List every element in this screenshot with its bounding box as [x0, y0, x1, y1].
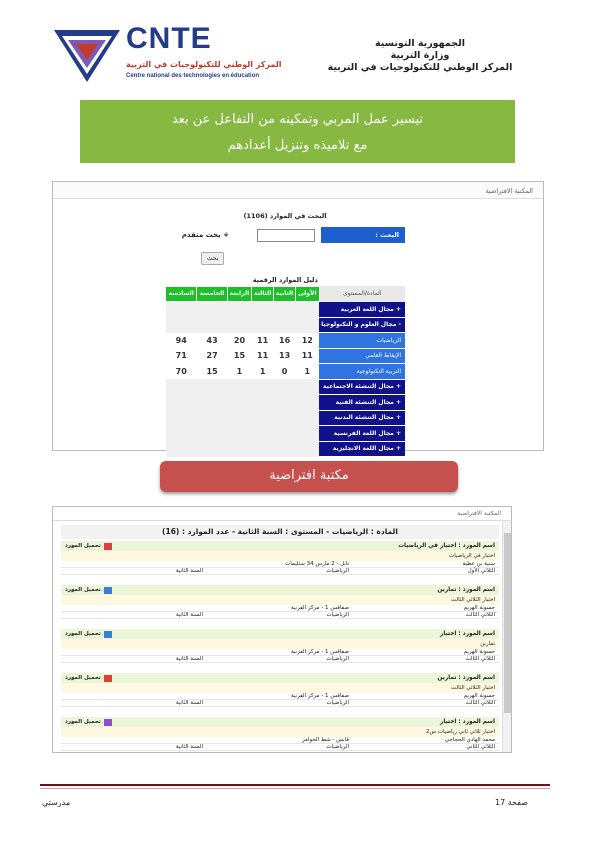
level-header[interactable]: الرابعة — [227, 286, 251, 302]
scrollbar[interactable] — [502, 521, 511, 753]
search-title: البحث في الموارد (1106) — [243, 212, 327, 220]
domain-row-label[interactable]: + مجال التنشئة الاجتماعية — [319, 379, 405, 395]
domain-row-label[interactable]: + مجال التنشئة الفنية — [319, 395, 405, 411]
header-line-center: المركز الوطني للتكنولوجيات في التربية — [327, 62, 513, 73]
level-header[interactable]: الأولى — [296, 286, 319, 302]
empty-cell — [227, 302, 251, 318]
resource-author: حسونة الهريم — [463, 649, 495, 655]
empty-cell — [274, 379, 296, 395]
empty-cell — [166, 410, 197, 426]
file-icon — [104, 543, 112, 550]
level-header[interactable]: الثانية — [274, 286, 296, 302]
file-icon — [104, 631, 112, 638]
empty-cell — [252, 379, 274, 395]
resource-record — [61, 717, 499, 751]
resource-count[interactable]: 0 — [281, 366, 288, 376]
resource-name: اسم المورد : اختبار — [439, 631, 495, 637]
resource-count[interactable]: 71 — [175, 351, 187, 361]
resource-extra — [61, 693, 207, 699]
empty-cell — [197, 395, 227, 411]
resource-extra — [61, 561, 207, 567]
resource-subject: الرياضيات — [326, 744, 349, 750]
resource-count[interactable]: 15 — [233, 351, 246, 361]
resource-record — [61, 541, 499, 575]
file-icon — [104, 587, 112, 594]
resource-term: الثلاثي الأول — [467, 568, 495, 574]
resource-name: اسم المورد : اختبار في الرياضيات — [398, 543, 495, 549]
resource-count[interactable]: 94 — [175, 335, 187, 345]
empty-cell — [296, 410, 319, 426]
results-panel-title: المكتبة الافتراضية — [53, 507, 511, 521]
resource-count[interactable]: 43 — [206, 335, 218, 345]
empty-cell — [197, 410, 227, 426]
resource-count[interactable]: 70 — [175, 366, 187, 376]
subject-row-label[interactable]: التربية التكنولوجية — [319, 364, 405, 380]
empty-cell — [274, 410, 296, 426]
resource-author: محمد الهادي الحجاجي — [444, 737, 495, 743]
resource-name: اسم المورد : اختبار — [439, 719, 495, 725]
empty-cell — [197, 426, 227, 442]
search-button[interactable]: بحث — [201, 252, 224, 265]
resource-record — [61, 585, 499, 619]
subject-level-header: المادة/المستوى — [319, 286, 405, 302]
level-header[interactable]: الخامسة — [197, 286, 227, 302]
feature-banner — [80, 100, 515, 163]
resource-description: اختبار الثلاثي الثالث — [61, 595, 499, 605]
resource-count[interactable]: 11 — [301, 351, 313, 361]
resource-term: الثلاثي الثاني — [466, 744, 495, 750]
page-number: صفحة 17 — [495, 798, 529, 807]
file-icon — [104, 675, 112, 682]
panel-title: المكتبة الافتراضية — [53, 182, 543, 199]
resource-description: اختبار في الرياضيات — [61, 551, 499, 561]
banner-line-1: تيسير عمل المربي وتمكينه من التفاعل عن بعد — [171, 112, 424, 127]
logo-arabic-text: المركز الوطني للتكنولوجيات في التربية — [126, 60, 282, 69]
resource-school: صفاقس 1 - مركز الفرنية — [290, 649, 349, 655]
empty-cell — [227, 410, 251, 426]
empty-cell — [274, 317, 296, 333]
download-link[interactable] — [65, 631, 112, 638]
empty-cell — [227, 441, 251, 457]
virtual-library-button[interactable]: مكتبة افتراضية — [160, 461, 458, 492]
logo-emblem-icon — [52, 26, 122, 84]
empty-cell — [166, 441, 197, 457]
logo-word: CNTE — [126, 22, 212, 55]
resource-extra — [61, 649, 207, 655]
resource-description: اختبار ثلاثي ثاني رياضيات س2 — [61, 727, 499, 737]
guide-title: دليل الموارد الرقمية — [252, 275, 318, 284]
scrollbar-thumb[interactable] — [504, 533, 511, 713]
resource-level: السنة الثانية — [175, 744, 203, 750]
empty-cell — [227, 426, 251, 442]
empty-cell — [296, 395, 319, 411]
empty-cell — [274, 395, 296, 411]
resource-term: الثلاثي الثالث — [465, 656, 495, 662]
empty-cell — [274, 426, 296, 442]
empty-cell — [252, 302, 274, 318]
empty-cell — [252, 317, 274, 333]
resource-level: السنة الثانية — [175, 568, 203, 574]
empty-cell — [252, 395, 274, 411]
empty-cell — [227, 395, 251, 411]
empty-cell — [252, 426, 274, 442]
download-link[interactable] — [65, 587, 112, 594]
resource-count[interactable]: 20 — [233, 335, 246, 345]
header-line-republic: الجمهورية التونسية — [375, 38, 465, 49]
file-icon — [104, 719, 112, 726]
resource-subject: الرياضيات — [326, 656, 349, 662]
download-link[interactable] — [65, 543, 112, 550]
resource-count[interactable]: 16 — [279, 335, 291, 345]
level-header[interactable]: السادسة — [166, 286, 197, 302]
domain-row-label[interactable]: + مجال اللغة الانجليزية — [319, 441, 405, 457]
empty-cell — [166, 302, 197, 318]
logo-french-text: Centre national des technologies en éducation — [126, 73, 260, 79]
download-label: تحميل المورد — [65, 719, 101, 725]
resource-level: السنة الثانية — [175, 700, 203, 706]
resource-extra — [61, 737, 207, 743]
domain-row-label[interactable]: + مجال اللغة الفرنسية — [319, 426, 405, 442]
empty-cell — [166, 317, 197, 333]
download-label: تحميل المورد — [65, 675, 101, 681]
resource-school: صفاقس 1 - مركز الفرنية — [290, 605, 349, 611]
resource-name: اسم المورد : تمارين — [437, 675, 495, 681]
resource-count[interactable]: 11 — [257, 335, 269, 345]
download-link[interactable] — [65, 719, 112, 726]
resource-school: نابل - 2 مارس 34 ستليمات — [285, 561, 349, 567]
empty-cell — [252, 410, 274, 426]
resource-guide-table — [165, 274, 405, 457]
cnte-logo — [52, 22, 282, 88]
resource-count[interactable]: 15 — [206, 366, 218, 376]
empty-cell — [296, 302, 319, 318]
empty-cell — [296, 379, 319, 395]
level-header[interactable]: الثالثة — [252, 286, 274, 302]
search-form — [165, 212, 405, 265]
download-label: تحميل المورد — [65, 543, 101, 549]
subject-row-label[interactable]: الرياضيات — [319, 333, 405, 349]
resource-school: صفاقس 1 - مركز الفرنية — [290, 693, 349, 699]
empty-cell — [227, 379, 251, 395]
resource-school: قابس - شط الحوامر — [301, 737, 349, 743]
empty-cell — [227, 317, 251, 333]
resource-description: اختبار الثلاثي الثالث — [61, 683, 499, 693]
empty-cell — [197, 379, 227, 395]
empty-cell — [274, 302, 296, 318]
banner-line-2: مع تلاميذه وتنزيل أعدادهم — [227, 138, 368, 153]
empty-cell — [296, 426, 319, 442]
resource-count[interactable]: 27 — [206, 351, 218, 361]
empty-cell — [166, 395, 197, 411]
resource-author: حسونة الهريم — [463, 605, 495, 611]
resource-count[interactable]: 13 — [279, 351, 291, 361]
subject-row-label[interactable]: الإيقاظ العلمي — [319, 348, 405, 364]
header-line-ministry: وزارة التربية — [390, 50, 450, 61]
empty-cell — [197, 317, 227, 333]
resource-author: سنية بن عطية — [462, 561, 495, 567]
resource-subject: الرياضيات — [326, 700, 349, 706]
resource-name: اسم المورد : تمارين — [437, 587, 495, 593]
search-label: البحث : — [321, 227, 405, 243]
resource-author: حسونة الهريم — [463, 693, 495, 699]
resource-count[interactable]: 1 — [236, 366, 243, 376]
resource-subject: الرياضيات — [326, 568, 349, 574]
resource-count[interactable]: 1 — [304, 366, 311, 376]
resource-extra — [61, 605, 207, 611]
domain-row-label[interactable]: + مجال التنشئة البدنية — [319, 410, 405, 426]
resource-count[interactable]: 12 — [301, 335, 313, 345]
download-label: تحميل المورد — [65, 631, 101, 637]
resource-record — [61, 629, 499, 663]
results-header: المادة : الرياضيات - المستوى : السنة الثانية - عدد الموارد : (16) — [61, 525, 499, 539]
download-label: تحميل المورد — [65, 587, 101, 593]
resource-term: الثلاثي الثالث — [465, 612, 495, 618]
domain-row-label[interactable]: + مجال اللغة العربية — [319, 302, 405, 318]
empty-cell — [166, 379, 197, 395]
empty-cell — [166, 426, 197, 442]
empty-cell — [296, 317, 319, 333]
resource-count[interactable]: 1 — [259, 366, 266, 376]
resource-level: السنة الثانية — [175, 612, 203, 618]
virtual-library-search-panel — [52, 181, 544, 451]
download-link[interactable] — [65, 675, 112, 682]
empty-cell — [252, 441, 274, 457]
resource-description: تمارين — [61, 639, 499, 649]
empty-cell — [197, 302, 227, 318]
resource-subject: الرياضيات — [326, 612, 349, 618]
footer-rule — [40, 784, 550, 786]
resource-term: الثلاثي الثالث — [465, 700, 495, 706]
empty-cell — [296, 441, 319, 457]
resource-record — [61, 673, 499, 707]
domain-row-label[interactable]: - مجال العلوم و التكنولوجيا — [319, 317, 405, 333]
advanced-search-link[interactable]: + بحث متقدم — [181, 231, 229, 239]
footer-label: مدرستي — [42, 798, 71, 807]
empty-cell — [274, 441, 296, 457]
virtual-library-results-panel — [52, 506, 512, 753]
resource-count[interactable]: 11 — [257, 351, 269, 361]
footer-rule-thin — [40, 788, 550, 789]
header-institution — [305, 38, 535, 74]
search-input[interactable] — [257, 229, 315, 242]
resource-level: السنة الثانية — [175, 656, 203, 662]
empty-cell — [197, 441, 227, 457]
